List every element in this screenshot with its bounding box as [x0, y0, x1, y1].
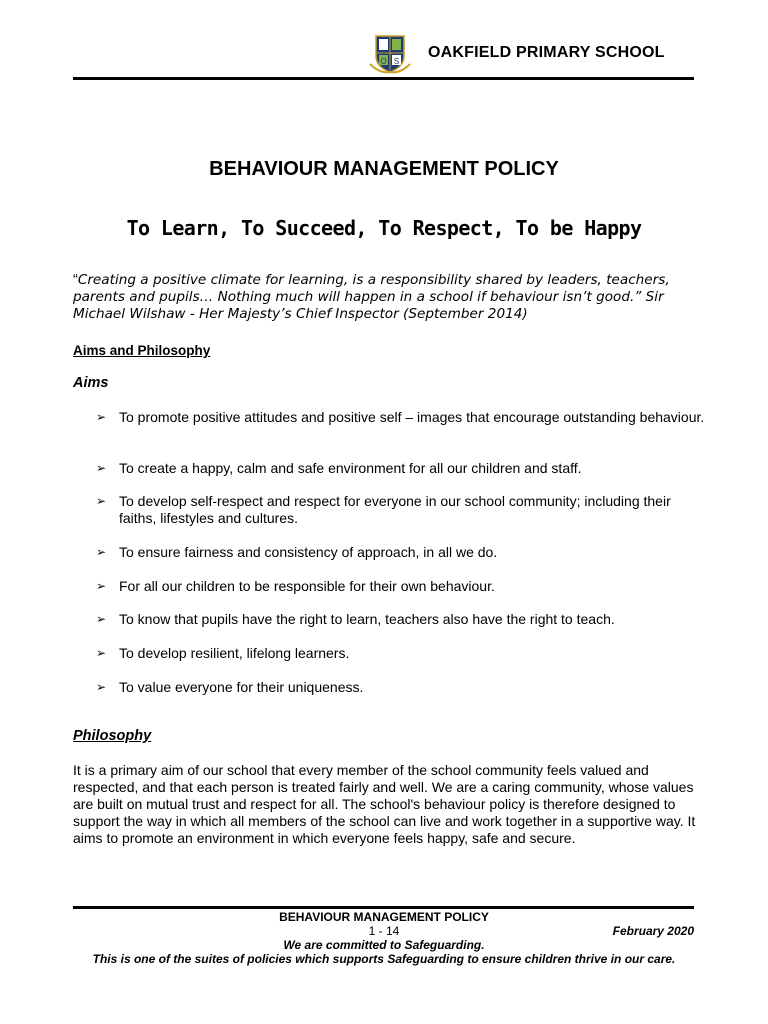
- aim-item: [96, 544, 706, 561]
- arrow-bullet-icon: ➢: [96, 545, 107, 559]
- arrow-bullet-icon: ➢: [96, 461, 107, 475]
- quote-text: Creating a positive climate for learning, is a responsibility shared by leaders, teachers, parents and pupils… Nothing much will happen in a school if behaviour isn’t good.” Sir Michael Wilshaw - Her Majesty’s Chief Inspector (September 2014): [73, 272, 670, 322]
- crest-letter-o: O: [380, 57, 387, 66]
- arrow-bullet-icon: ➢: [96, 410, 107, 424]
- aim-text: To value everyone for their uniqueness.: [119, 679, 364, 695]
- footer-page-range: 1 - 14: [368, 924, 400, 938]
- arrow-bullet-icon: ➢: [96, 646, 107, 660]
- footer-safeguarding-note: This is one of the suites of policies which supports Safeguarding to ensure children thrive in our care.: [92, 952, 676, 966]
- opening-quote: [73, 272, 703, 323]
- school-crest-logo: [366, 34, 414, 74]
- aim-item: [96, 578, 706, 595]
- quote-open-mark: “: [73, 272, 78, 288]
- school-motto: To Learn, To Succeed, To Respect, To be Happy: [126, 216, 642, 240]
- arrow-bullet-icon: ➢: [96, 579, 107, 593]
- aim-item: [96, 460, 706, 477]
- aim-text: To know that pupils have the right to learn, teachers also have the right to teach.: [119, 611, 615, 627]
- footer-date: February 2020: [612, 924, 694, 938]
- aim-item: [96, 679, 706, 696]
- aim-item: [96, 645, 706, 662]
- aim-text: To develop self-respect and respect for everyone in our school community; including their faiths, lifestyles and cultures.: [119, 493, 671, 526]
- footer-safeguarding-commitment: We are committed to Safeguarding.: [283, 938, 485, 952]
- aim-text: To promote positive attitudes and positive self – images that encourage outstanding behaviour.: [119, 409, 705, 425]
- aim-text: For all our children to be responsible for their own behaviour.: [119, 578, 495, 594]
- section-heading-aims-philosophy: Aims and Philosophy: [73, 343, 211, 358]
- footer-title: BEHAVIOUR MANAGEMENT POLICY: [279, 910, 489, 924]
- aim-item: [96, 409, 706, 426]
- footer-divider: [73, 906, 694, 909]
- crest-letter-s: S: [393, 57, 400, 66]
- document-title: BEHAVIOUR MANAGEMENT POLICY: [209, 158, 559, 180]
- arrow-bullet-icon: ➢: [96, 494, 107, 508]
- philosophy-paragraph: It is a primary aim of our school that every member of the school community feels valued and respected, and that each person is treated fairly and well. We are a caring community, whose values are built on mutual trust and respect for all. The school's behaviour policy is therefore designed to support the way in which all members of the school can live and work together in a supportive way. It aims to promote an environment in which everyone feels happy, safe and secure.: [73, 762, 696, 846]
- arrow-bullet-icon: ➢: [96, 612, 107, 626]
- aim-text: To create a happy, calm and safe environment for all our children and staff.: [119, 460, 582, 476]
- arrow-bullet-icon: ➢: [96, 680, 107, 694]
- aim-text: To develop resilient, lifelong learners.: [119, 645, 350, 661]
- header-divider: [73, 77, 694, 80]
- aim-item: [96, 493, 706, 527]
- subheading-aims: Aims: [73, 375, 109, 391]
- school-name: OAKFIELD PRIMARY SCHOOL: [428, 44, 665, 61]
- aim-text: To ensure fairness and consistency of approach, in all we do.: [119, 544, 498, 560]
- aim-item: [96, 611, 706, 628]
- subheading-philosophy: Philosophy: [73, 728, 152, 744]
